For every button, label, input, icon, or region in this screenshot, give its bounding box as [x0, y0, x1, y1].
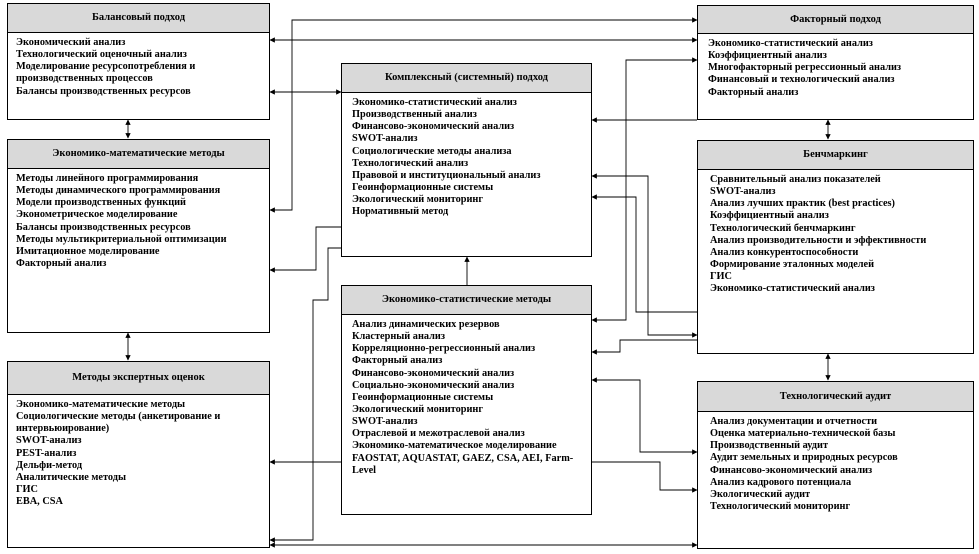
arrow-econstat-audit2	[592, 380, 697, 452]
box-title: Бенчмаркинг	[698, 141, 973, 170]
list-item: Методы динамического программирования	[16, 185, 221, 197]
list-item: Факторный анализ	[16, 257, 107, 269]
item-list	[698, 412, 973, 513]
list-item: Формирование эталонных моделей	[710, 258, 875, 270]
list-item: Социологические методы анализа	[352, 145, 512, 157]
list-item: Производственный аудит	[710, 440, 829, 452]
arrow-complex-bench	[592, 176, 697, 335]
box-title: Балансовый подход	[8, 4, 269, 33]
box-balance-approach	[7, 3, 270, 120]
list-item: Экономико-статистический анализ	[710, 283, 875, 295]
box-benchmarking	[697, 140, 974, 354]
list-item: SWOT-анализ	[16, 435, 82, 447]
list-item: Анализ конкурентоспособности	[710, 246, 859, 258]
box-title: Технологический аудит	[698, 382, 973, 412]
box-tech-audit	[697, 381, 974, 549]
arrow-econstat-audit	[592, 60, 697, 320]
item-list	[8, 395, 269, 508]
list-item: Отраслевой и межотраслевой анализ	[352, 428, 525, 440]
list-item: Экономико-математические методы	[16, 399, 186, 410]
list-item: Финансово-экономический анализ	[710, 464, 873, 476]
list-item: Анализ лучших практик (best practices)	[710, 198, 895, 210]
list-item: FAOSTAT, AQUASTAT, GAEZ, CSA, AEI, Farm-Level	[352, 452, 574, 476]
box-econ-stat-methods	[341, 285, 592, 515]
list-item: SWOT-анализ	[352, 133, 418, 145]
list-item: Моделирование ресурсопотребления и производственных процессов	[16, 61, 196, 85]
item-list	[8, 169, 269, 270]
box-title: Комплексный (системный) подход	[342, 64, 591, 93]
list-item: Финансовый и технологический анализ	[708, 74, 895, 86]
list-item: Геоинформационные системы	[352, 391, 494, 403]
arrow-econstat-bench	[592, 340, 697, 352]
list-item: Экологический мониторинг	[352, 403, 484, 415]
list-item: Эконометрическое моделирование	[16, 209, 178, 221]
box-expert-methods	[7, 361, 270, 548]
arrow-expert-complex	[270, 248, 341, 540]
list-item: Экологический мониторинг	[352, 194, 484, 206]
list-item: Методы мультикритериальной оптимизации	[16, 233, 227, 245]
list-item: Правовой и институциональный анализ	[352, 169, 541, 181]
item-list	[342, 315, 591, 477]
list-item: Факторный анализ	[708, 86, 799, 98]
list-item: Социально-экономический анализ	[352, 379, 515, 391]
arrow-complex-bench2	[592, 197, 697, 312]
list-item: Финансово-экономический анализ	[352, 121, 515, 133]
box-title: Экономико-статистические методы	[342, 286, 591, 315]
item-list	[8, 33, 269, 98]
list-item: Технологический оценочный анализ	[16, 49, 187, 61]
list-item: EBA, CSA	[16, 496, 63, 508]
box-complex-approach	[341, 63, 592, 257]
box-title: Экономико-математические методы	[8, 140, 269, 169]
list-item: Социологические методы (анкетирование и интервьюирование)	[16, 411, 221, 435]
list-item: Кластерный анализ	[352, 331, 445, 343]
list-item: Нормативный метод	[352, 206, 449, 218]
item-list	[698, 34, 973, 99]
list-item: PEST-анализ	[16, 447, 77, 459]
item-list	[698, 170, 973, 295]
list-item: ГИС	[16, 483, 38, 495]
list-item: Экономический анализ	[16, 37, 126, 48]
list-item: Геоинформационные системы	[352, 181, 494, 193]
list-item: Имитационное моделирование	[16, 245, 160, 257]
list-item: Анализ документации и отчетности	[710, 416, 878, 427]
list-item: Факторный анализ	[352, 355, 443, 367]
list-item: Дельфи-метод	[16, 459, 83, 471]
list-item: Балансы производственных ресурсов	[16, 85, 191, 97]
list-item: Многофакторный регрессионный анализ	[708, 62, 902, 74]
list-item: Экологический аудит	[710, 488, 811, 500]
box-title: Методы экспертных оценок	[8, 362, 269, 395]
list-item: Экономико-статистический анализ	[352, 97, 517, 108]
list-item: Методы линейного программирования	[16, 173, 199, 184]
list-item: Аналитические методы	[16, 471, 126, 483]
list-item: Сравнительный анализ показателей	[710, 174, 881, 185]
list-item: Коэффициентный анализ	[708, 50, 827, 62]
list-item: Корреляционно-регрессионный анализ	[352, 343, 536, 355]
list-item: Экономико-математическое моделирование	[352, 440, 557, 452]
list-item: ГИС	[710, 271, 732, 283]
box-econ-math-methods	[7, 139, 270, 333]
list-item: Финансово-экономический анализ	[352, 367, 515, 379]
list-item: Производственный анализ	[352, 109, 477, 121]
list-item: Технологический бенчмаркинг	[710, 222, 856, 234]
arrow-econmath-econstat	[270, 227, 341, 270]
list-item: Балансы производственных ресурсов	[16, 221, 191, 233]
list-item: Технологический мониторинг	[710, 500, 851, 512]
list-item: Модели производственных функций	[16, 197, 186, 209]
list-item: Аудит земельных и природных ресурсов	[710, 452, 898, 464]
list-item: SWOT-анализ	[710, 186, 776, 198]
list-item: Оценка материально-технической базы	[710, 428, 896, 440]
list-item: Технологический анализ	[352, 157, 469, 169]
item-list	[342, 93, 591, 218]
list-item: Анализ производительности и эффективности	[710, 234, 927, 246]
box-title: Факторный подход	[698, 6, 973, 34]
list-item: SWOT-анализ	[352, 416, 418, 428]
list-item: Анализ кадрового потенциала	[710, 476, 852, 488]
list-item: Коэффициентный анализ	[710, 210, 829, 222]
list-item: Анализ динамических резервов	[352, 319, 500, 330]
box-factor-approach	[697, 5, 974, 120]
list-item: Экономико-статистический анализ	[708, 38, 873, 49]
